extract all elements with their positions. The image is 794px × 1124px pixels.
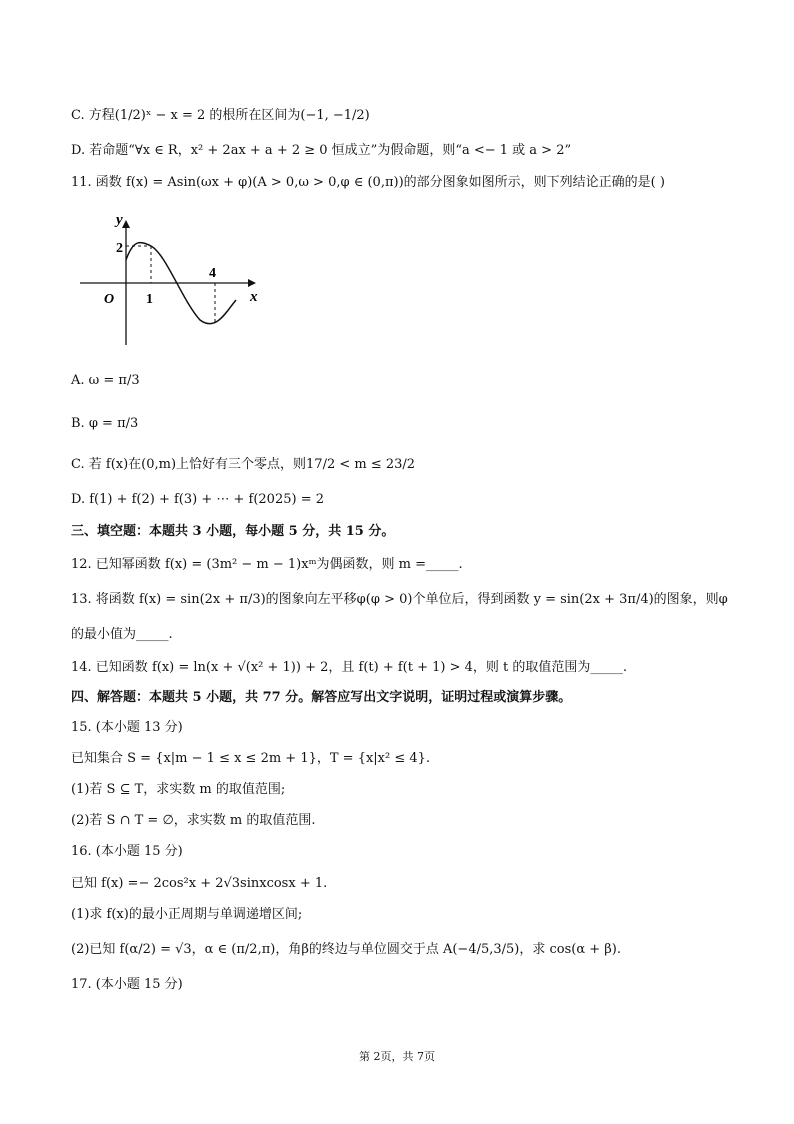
option-d-proposition: D. 若命题“∀x ∈ R，x² + 2ax + a + 2 ≥ 0 恒成立”为假命题，则“a <− 1 或 a > 2” [71, 143, 572, 158]
sine-graph [78, 210, 268, 350]
origin-label: O [104, 292, 115, 307]
question-14: 14. 已知函数 f(x) = ln(x + √(x² + 1)) + 2，且 f(t) + f(t + 1) > 4，则 t 的取值范围为_____. [71, 660, 627, 675]
y-axis-label: y [116, 212, 123, 228]
question-16-part-1: (1)求 f(x)的最小正周期与单调递增区间; [71, 907, 303, 922]
x-axis-arrow [248, 279, 256, 287]
tick-label-4: 4 [209, 266, 216, 281]
question-16-part-2: (2)已知 f(α/2) = √3，α ∈ (π/2,π)，角β的终边与单位圆交于点 A(−4/5,3/5)，求 cos(α + β). [71, 942, 622, 957]
question-16-title: 16. (本小题 15 分) [71, 844, 183, 859]
question-16-stem: 已知 f(x) =− 2cos²x + 2√3sinxcosx + 1. [71, 876, 328, 891]
question-15-part-1: (1)若 S ⊆ T，求实数 m 的取值范围; [71, 782, 286, 797]
option-b-phi: B. φ = π/3 [71, 416, 139, 431]
question-15-title: 15. (本小题 13 分) [71, 720, 183, 735]
page-number-footer: 第 2页，共 7页 [359, 1050, 435, 1063]
y-axis-arrow [122, 220, 130, 228]
x-axis-label: x [250, 289, 258, 305]
question-11-stem: 11. 函数 f(x) = Asin(ωx + φ)(A > 0,ω > 0,φ ∈ (0,π))的部分图象如图所示，则下列结论正确的是( ) [71, 175, 665, 190]
question-17-title: 17. (本小题 15 分) [71, 977, 183, 992]
option-c-equation-root: C. 方程(1/2)ˣ − x = 2 的根所在区间为(−1, −1/2) [71, 108, 370, 123]
option-d-sum: D. f(1) + f(2) + f(3) + ⋯ + f(2025) = 2 [71, 492, 324, 507]
section-3-heading: 三、填空题：本题共 3 小题，每小题 5 分，共 15 分。 [71, 524, 395, 539]
tick-label-1: 1 [146, 292, 153, 307]
question-12: 12. 已知幂函数 f(x) = (3m² − m − 1)xᵐ为偶函数，则 m =_____. [71, 557, 463, 572]
option-c-zeros: C. 若 f(x)在(0,m)上恰好有三个零点，则17/2 < m ≤ 23/2 [71, 457, 416, 472]
max-value-label: 2 [116, 241, 123, 256]
question-15-part-2: (2)若 S ∩ T = ∅，求实数 m 的取值范围. [71, 813, 316, 828]
question-13-line-2: 的最小值为_____. [71, 627, 173, 642]
option-a-omega: A. ω = π/3 [71, 373, 140, 388]
section-4-heading: 四、解答题：本题共 5 小题，共 77 分。解答应写出文字说明，证明过程或演算步骤。 [71, 690, 572, 705]
question-13-line-1: 13. 将函数 f(x) = sin(2x + π/3)的图象向左平移φ(φ > 0)个单位后，得到函数 y = sin(2x + 3π/4)的图象，则φ [71, 592, 728, 607]
question-15-stem: 已知集合 S = {x|m − 1 ≤ x ≤ 2m + 1}，T = {x|x² ≤ 4}. [71, 751, 431, 766]
